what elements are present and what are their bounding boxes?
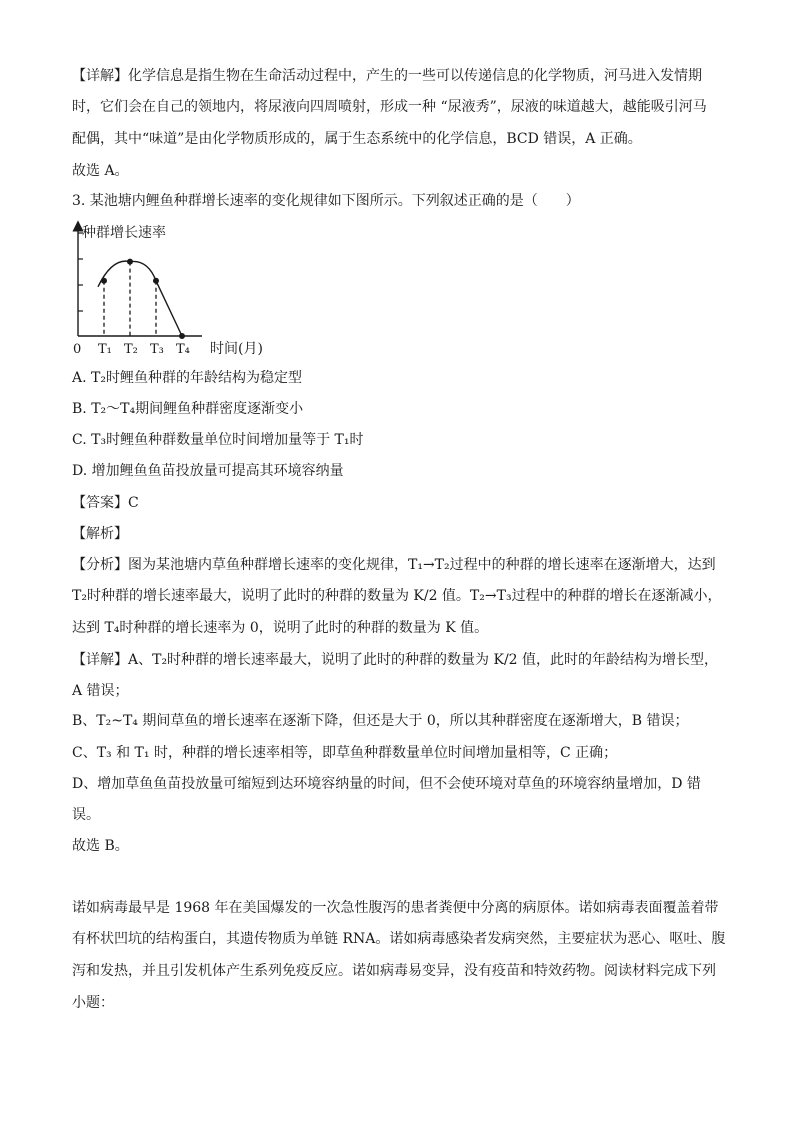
explain-line-2: A 错误； xyxy=(72,683,129,699)
explain-line-5: D、增加草鱼鱼苗投放量可缩短到达环境容纳量的时间，但不会使环境对草鱼的环境容纳量增加，D 错 xyxy=(72,776,701,792)
detail-line-1: 【详解】化学信息是指生物在生命活动过程中，产生的一些可以传递信息的化学物质，河马进入发情期 xyxy=(72,68,702,84)
question-stem: 3. 某池塘内鲤鱼种群增长速率的变化规律如下图所示。下列叙述正确的是（ ） xyxy=(72,193,580,209)
explain-line-4: C、T₃ 和 T₁ 时，种群的增长速率相等，即草鱼种群数量单位时间增加量相等，C 正确； xyxy=(72,745,618,761)
explain-line-3: B、T₂~T₄ 期间草鱼的增长速率在逐渐下降，但还是大于 0，所以其种群密度在逐渐增大，B 错误； xyxy=(72,713,689,729)
origin-label: 0 xyxy=(73,342,82,357)
growth-curve xyxy=(98,261,182,336)
x-tick-label: T₁ xyxy=(98,342,112,357)
data-point xyxy=(179,333,185,339)
explain-line-6: 误。 xyxy=(72,807,100,823)
data-point xyxy=(101,278,107,284)
passage-line-4: 小题： xyxy=(72,995,114,1011)
passage-line-3: 泻和发热，并且引发机体产生系列免疫反应。诺如病毒易变异，没有疫苗和特效药物。阅读材料完成下列 xyxy=(72,963,716,979)
option-c: C. T₃时鲤鱼种群数量单位时间增加量等于 T₁时 xyxy=(72,432,364,448)
choice-line: 故选 A。 xyxy=(72,163,129,179)
option-d: D. 增加鲤鱼鱼苗投放量可提高其环境容纳量 xyxy=(72,463,344,479)
option-a: A. T₂时鲤鱼种群的年龄结构为稳定型 xyxy=(72,370,302,386)
analysis-line-2: T₂时种群的增长速率最大，说明了此时的种群的数量为 K/2 值。T₂→T₃过程中的种群的增长在逐渐减小， xyxy=(72,588,722,604)
explain-choice: 故选 B。 xyxy=(72,838,129,854)
x-tick-label: T₄ xyxy=(176,342,190,357)
x-tick-label: T₂ xyxy=(124,342,138,357)
analysis-heading: 【解析】 xyxy=(72,526,128,542)
x-axis-label: 时间(月) xyxy=(210,341,263,357)
data-points xyxy=(101,259,185,339)
passage-line-1: 诺如病毒最早是 1968 年在美国爆发的一次急性腹泻的患者粪便中分离的病原体。诺如病毒表面覆盖着带 xyxy=(72,900,719,916)
data-point xyxy=(127,259,133,265)
option-b: B. T₂～T₄期间鲤鱼种群密度逐渐变小 xyxy=(72,401,304,417)
x-tick-labels xyxy=(98,342,190,357)
growth-rate-chart xyxy=(62,220,272,360)
explain-line-1: 【详解】A、T₂时种群的增长速率最大，说明了此时的种群的数量为 K/2 值，此时的年龄结构为增长型， xyxy=(72,652,719,668)
passage-line-2: 有杯状凹坑的结构蛋白，其遗传物质为单链 RNA。诺如病毒感染者发病突然，主要症状为恶心、呕吐、腹 xyxy=(72,931,726,947)
y-ticks xyxy=(78,233,83,311)
x-tick-label: T₃ xyxy=(150,342,164,357)
data-point xyxy=(153,278,159,284)
y-axis-label: 种群增长速率 xyxy=(82,225,166,241)
detail-line-3: 配偶，其中“味道”是由化学物质形成的，属于生态系统中的化学信息，BCD 错误，A 正确。 xyxy=(72,131,642,147)
answer: 【答案】C xyxy=(72,495,139,511)
analysis-line-3: 达到 T₄时种群的增长速率为 0，说明了此时的种群的数量为 K 值。 xyxy=(72,620,489,636)
dashed-lines xyxy=(104,262,156,336)
analysis-line-1: 【分析】图为某池塘内草鱼种群增长速率的变化规律，T₁→T₂过程中的种群的增长速率在逐渐增大，达到 xyxy=(72,557,716,573)
detail-line-2: 时，它们会在自己的领地内，将尿液向四周喷射，形成一种 “尿液秀”，尿液的味道越大，越能吸引河马 xyxy=(72,99,707,115)
